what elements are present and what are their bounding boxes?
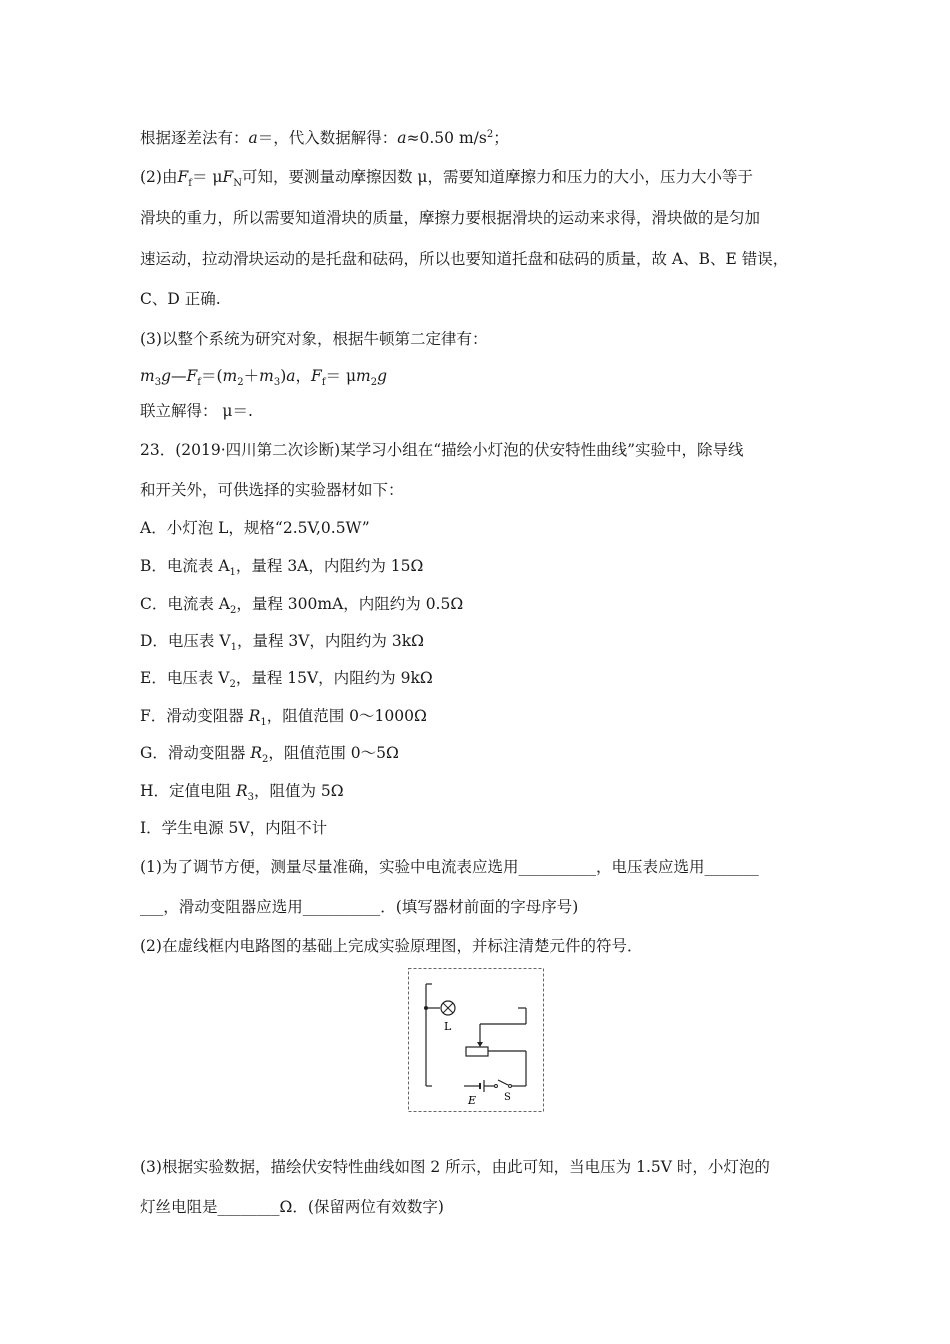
solution-line-4: 速运动，拉动滑块运动的是托盘和砝码，所以也要知道托盘和砝码的质量，故 A、B、E 错误， <box>140 250 789 268</box>
subscript: 2 <box>229 605 237 617</box>
solution-equation <box>140 364 840 388</box>
option-d <box>140 629 840 653</box>
text: 根据逐差法有： <box>140 129 249 147</box>
subscript: 1 <box>230 642 237 654</box>
question-23-stem-2: 和开关外，可供选择的实验器材如下： <box>140 481 404 499</box>
subscript: 2 <box>370 377 378 389</box>
question-23-stem-1: 23．(2019·四川第二次诊断)某学习小组在“描绘小灯泡的伏安特性曲线”实验中，除导线 <box>140 441 744 459</box>
subscript: 2 <box>237 377 244 389</box>
superscript: 2 <box>486 128 494 140</box>
text: ，量程 15V，内阻约为 9kΩ <box>235 669 433 687</box>
solution-line-1 <box>140 126 840 150</box>
subscript: f <box>188 178 192 190</box>
symbol-F: F <box>186 367 198 385</box>
subscript: 3 <box>154 377 162 389</box>
source-label: E <box>468 1094 477 1107</box>
symbol-m: m <box>222 367 238 385</box>
text: ＋ <box>243 367 260 385</box>
symbol-a: a <box>248 129 258 147</box>
dashed-frame <box>409 969 544 1112</box>
text: ≈0.50 m/s <box>406 129 487 147</box>
lamp-label: L <box>444 1020 452 1033</box>
option-f <box>140 704 840 728</box>
part-2: (2)在虚线框内电路图的基础上完成实验原理图，并标注清楚元件的符号． <box>140 937 643 955</box>
symbol-F: F <box>177 168 189 186</box>
symbol-m: m <box>140 367 155 385</box>
battery-icon <box>480 1080 484 1092</box>
subscript: 1 <box>229 567 236 579</box>
switch-icon <box>495 1080 512 1088</box>
symbol-R: R <box>250 744 262 762</box>
solution-line-6: (3)以整个系统为研究对象，根据牛顿第二定律有： <box>140 330 488 348</box>
symbol-R: R <box>248 707 261 725</box>
text: ＝ μ <box>191 168 223 186</box>
symbol-m: m <box>259 367 274 385</box>
text: ， <box>295 367 312 385</box>
text: H．定值电阻 <box>140 782 236 800</box>
circuit-diagram <box>408 968 544 1112</box>
text: ，阻值范围 0～5Ω <box>268 744 399 762</box>
subscript: 3 <box>273 377 281 389</box>
text: ) <box>280 367 287 385</box>
subscript: 2 <box>261 754 269 766</box>
solution-line-2 <box>140 165 840 189</box>
text: 可知，要测量动摩擦因数 μ，需要知道摩擦力和压力的大小，压力大小等于 <box>241 168 753 186</box>
text: ，量程 3A，内阻约为 15Ω <box>235 557 424 575</box>
rheostat-icon <box>466 1047 488 1056</box>
text: ； <box>493 129 509 147</box>
option-c <box>140 592 840 616</box>
subscript: 2 <box>229 679 236 691</box>
symbol-m: m <box>356 367 371 385</box>
solution-line-5: C、D 正确. <box>140 290 221 308</box>
text: ＝ μ <box>325 367 357 385</box>
text: G．滑动变阻器 <box>140 744 251 762</box>
slider-arrow-icon <box>477 1042 483 1047</box>
part-1-line-1: (1)为了调节方便，测量尽量准确，实验中电流表应选用__________，电压表应选用_______ <box>140 858 759 876</box>
symbol-g: g <box>161 367 172 385</box>
subscript: f <box>197 377 201 389</box>
option-e <box>140 666 840 690</box>
part-3-line-1: (3)根据实验数据，描绘伏安特性曲线如图 2 所示，由此可知，当电压为 1.5V 时，小灯泡的 <box>140 1158 770 1176</box>
lamp-icon <box>441 1001 455 1015</box>
solution-line-8: 联立解得： μ＝. <box>140 402 253 420</box>
subscript: f <box>321 377 326 389</box>
symbol-g: g <box>377 367 388 385</box>
option-h <box>140 779 840 803</box>
subscript: 1 <box>260 717 267 729</box>
solution-line-3: 滑块的重力，所以需要知道滑块的质量，摩擦力要根据滑块的运动来求得，滑块做的是匀加 <box>140 209 761 227</box>
part-3-line-2: 灯丝电阻是________Ω．(保留两位有效数字) <box>140 1198 444 1216</box>
text: C．电流表 A <box>140 595 230 613</box>
text: (2)由 <box>140 168 178 186</box>
subscript: 3 <box>247 792 254 804</box>
option-g <box>140 741 840 765</box>
text: — <box>171 367 187 385</box>
text: F．滑动变阻器 <box>140 707 249 725</box>
text: ，量程 300mA，内阻约为 0.5Ω <box>236 595 464 613</box>
text: ＝( <box>200 367 223 385</box>
part-1-line-2: ___，滑动变阻器应选用__________．(填写器材前面的字母序号) <box>140 898 579 916</box>
text: ，量程 3V，内阻约为 3kΩ <box>236 632 424 650</box>
text: ＝，代入数据解得： <box>257 129 398 147</box>
circuit-svg <box>408 968 544 1112</box>
switch-label: S <box>504 1092 511 1103</box>
text: E．电压表 V <box>140 669 230 687</box>
symbol-F: F <box>311 367 322 385</box>
symbol-F: F <box>222 168 234 186</box>
text: ，阻值为 5Ω <box>254 782 344 800</box>
option-i: I．学生电源 5V，内阻不计 <box>140 819 328 837</box>
subscript: N <box>233 178 242 190</box>
option-a: A．小灯泡 L，规格“2.5V,0.5W” <box>140 519 370 537</box>
text: ，阻值范围 0～1000Ω <box>266 707 427 725</box>
symbol-R: R <box>235 782 248 800</box>
text: D．电压表 V <box>140 632 231 650</box>
symbol-a: a <box>286 367 296 385</box>
symbol-a: a <box>397 129 407 147</box>
option-b <box>140 554 840 578</box>
text: B．电流表 A <box>140 557 230 575</box>
